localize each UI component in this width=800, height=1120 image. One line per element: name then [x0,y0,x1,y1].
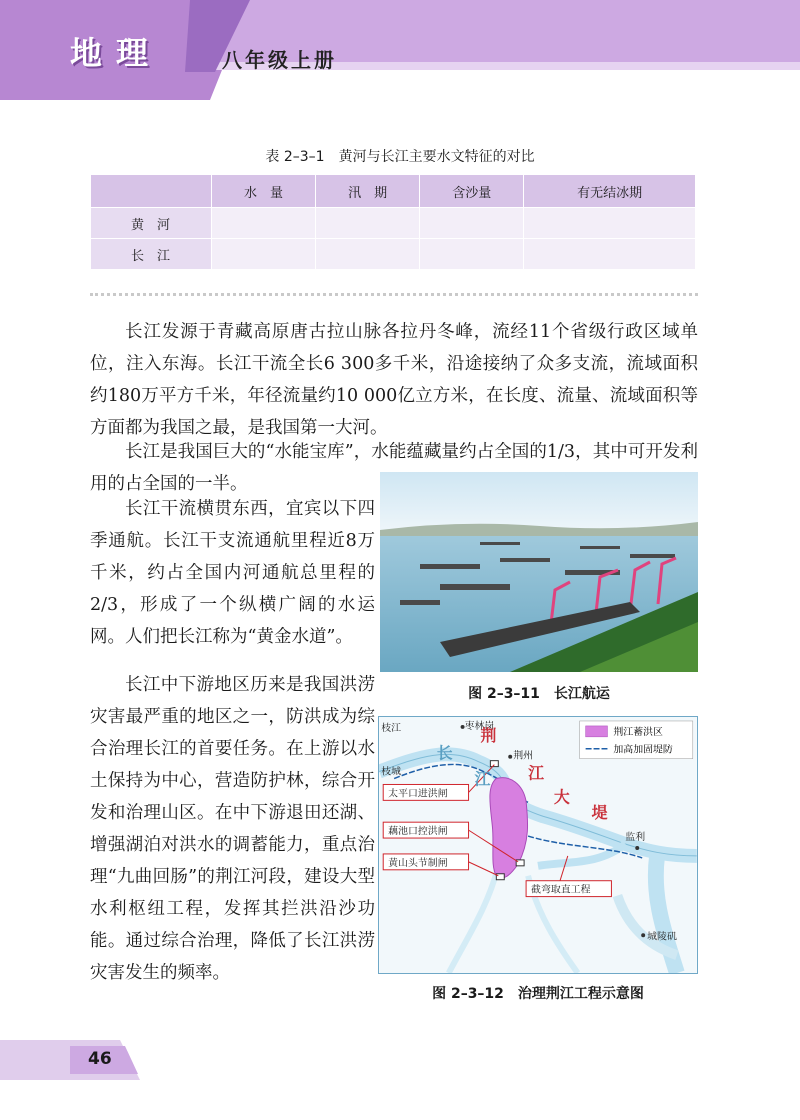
table-header-row [91,175,696,208]
table-cell[interactable] [524,239,696,270]
label-di: 堤 [591,803,608,823]
book-subject: 地理 [70,34,163,72]
table-cell[interactable] [316,239,420,270]
row-yellow-river: 黄 河 [91,208,212,239]
legend-reservoir: 荆江蓄洪区 [613,726,663,738]
section-divider [90,293,698,296]
place-zaolingang: 枣林岗 [464,720,495,732]
col-flood-season: 汛 期 [316,175,420,208]
table-cell[interactable] [524,208,696,239]
place-chenglingji: 城陵矶 [647,931,677,943]
table-cell[interactable] [316,208,420,239]
table-cell[interactable] [212,239,316,270]
jingjiang-project-map [378,716,698,974]
label-chang: 长 [436,743,453,763]
yangtze-shipping-photo [380,472,698,672]
page-number: 46 [88,1049,112,1069]
hydrology-comparison-table [90,174,696,270]
col-water-volume: 水 量 [212,175,316,208]
table-row [91,208,696,239]
table-cell[interactable] [420,208,524,239]
book-grade: 八年级上册 [222,48,337,72]
paragraph-navigation: 长江干流横贯东西，宜宾以下四季通航。长江干支流通航里程近8万千米，约占全国内河通航总里程的2/3，形成了一个纵横广阔的水运网。人们把长江称为“黄金水道”。 [90,499,375,647]
place-jianli: 监利 [625,832,646,844]
place-zhijiang: 枝江 [381,722,402,734]
place-jingzhou: 荆州 [513,750,534,762]
table-row [91,239,696,270]
callout-cutoff: 截弯取直工程 [531,884,591,896]
callout-ouchikou: 藕池口控洪闸 [388,826,448,838]
legend-dike: 加高加固堤防 [613,744,673,756]
paragraph-hydropower: 长江是我国巨大的“水能宝库”，水能蕴藏量约占全国的1/3，其中可开发利用的占全国的一半。 [90,442,698,494]
table-cell[interactable] [212,208,316,239]
label-jiang-2: 江 [528,763,544,783]
label-jing: 荆 [480,725,497,745]
table-caption: 表 2–3–1 黄河与长江主要水文特征的对比 [265,149,535,165]
paragraph-origin: 长江发源于青藏高原唐古拉山脉各拉丹冬峰，流经11个省级行政区域单位，注入东海。长江干流全长6 300多千米，沿途接纳了众多支流，流域面积约180万平方千米，年径流量约10 000亿立方米，在长度、流量、流域面积等方面都为我国之最，是我国第一大河。 [90,322,698,438]
col-freeze-period: 有无结冰期 [524,175,696,208]
row-yangtze-river: 长 江 [91,239,212,270]
figure-caption-shipping: 图 2–3–11 长江航运 [468,686,610,702]
label-da: 大 [553,787,570,807]
callout-huangshantou: 黄山头节制闸 [388,857,448,869]
callout-taipingkou: 太平口进洪闸 [388,788,448,800]
paragraph-flood-control: 长江中下游地区历来是我国洪涝灾害最严重的地区之一，防洪成为综合治理长江的首要任务。在上游以水土保持为中心，营造防护林，综合开发和治理山区。在中下游退田还湖、增强湖泊对洪水的调蓄能力，重点治理“九曲回肠”的荆江河段，建设大型水利枢纽工程，发挥其拦洪沿沙功能。通过综合治理，降低了长江洪涝灾害发生的频率。 [90,675,375,983]
table-cell[interactable] [420,239,524,270]
place-zhicheng: 枝城 [381,766,402,778]
figure-caption-map: 图 2–3–12 治理荆江工程示意图 [432,986,644,1002]
label-jiang-1: 江 [474,769,491,789]
table-corner [91,175,212,208]
col-sediment: 含沙量 [420,175,524,208]
footer-band [0,1040,160,1080]
